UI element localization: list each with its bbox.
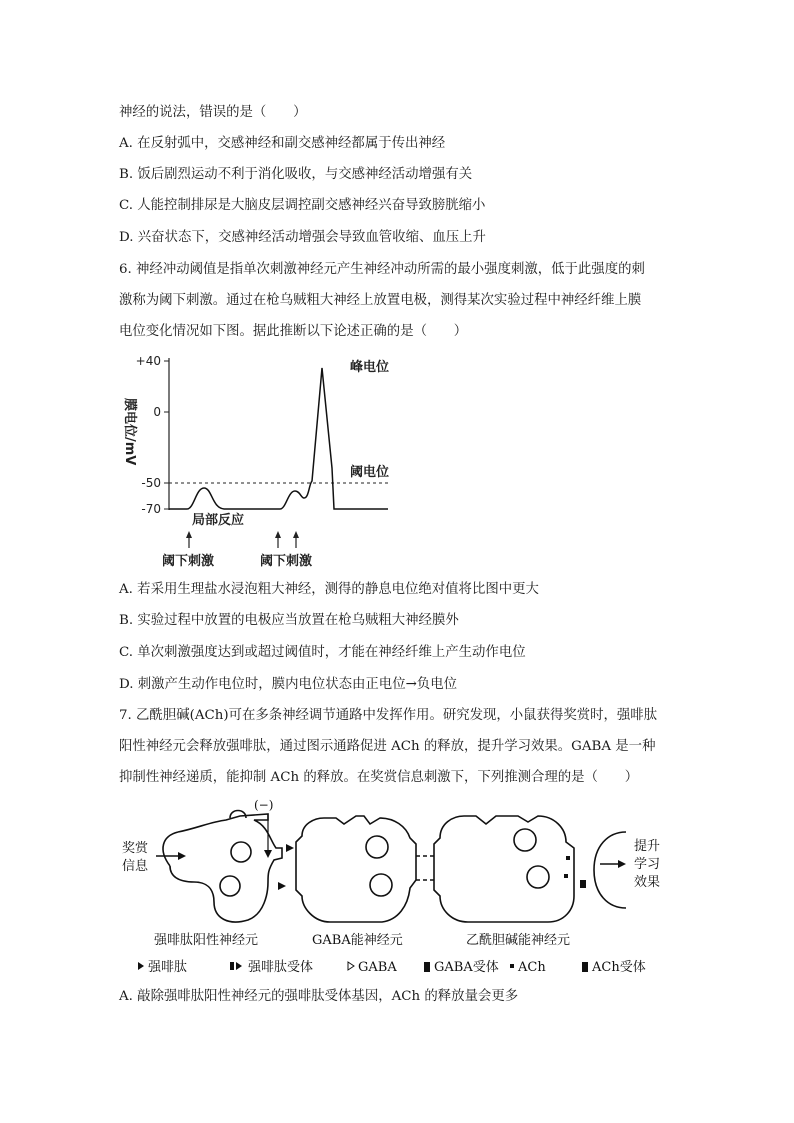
neuron-label-dynorphin: 强啡肽阳性神经元 [154, 933, 259, 948]
input-text-2: 信息 [122, 859, 149, 874]
legend-dynorphin-icon [138, 962, 144, 970]
dynorphin-neuron [170, 814, 282, 922]
inhibition-mark: (−) [254, 798, 274, 812]
membrane-potential-trace [169, 368, 388, 509]
vesicle [514, 829, 536, 851]
dynorphin-marker [278, 882, 286, 890]
membrane-potential-chart [112, 348, 412, 574]
output-arrowhead [618, 860, 626, 868]
vesicle [220, 876, 240, 896]
legend-ach-receptor-icon [582, 962, 588, 972]
q7-stem-line-3: 抑制性神经递质，能抑制 ACh 的释放。在奖赏信息刺激下，下列推测合理的是（ ） [119, 770, 639, 785]
q7-stem-line-1: 7. 乙酰胆碱(ACh)可在多条神经调节通路中发挥作用。研究发现，小鼠获得奖赏时，强啡肽 [119, 708, 658, 723]
output-text-2: 学习 [634, 857, 661, 872]
neuron-label-ach: 乙酰胆碱能神经元 [466, 933, 571, 948]
q6-stem-line-1: 6. 神经冲动阈值是指单次刺激神经元产生神经冲动所需的最小强度刺激，低于此强度的刺 [119, 262, 645, 277]
local-response-label: 局部反应 [192, 513, 245, 528]
legend-ach-receptor: ACh受体 [592, 960, 646, 975]
stimulus-label-2: 阈下刺激 [260, 554, 313, 569]
q6-stem-line-2: 激称为阈下刺激。通过在枪乌贼粗大神经上放置电极，测得某次实验过程中神经纤维上膜 [119, 293, 642, 308]
dynorphin-neuron-top [163, 832, 178, 866]
q7-option-a: A. 敲除强啡肽阳性神经元的强啡肽受体基因，ACh 的释放量会更多 [119, 989, 519, 1004]
q5-option-a: A. 在反射弧中，交感神经和副交感神经都属于传出神经 [119, 136, 446, 151]
legend-gaba-receptor: GABA受体 [434, 960, 499, 975]
y-tick-label: -70 [141, 502, 161, 516]
stimulus-arrowhead [275, 531, 281, 538]
q6-option-c: C. 单次刺激强度达到或超过阈值时，才能在神经纤维上产生动作电位 [119, 645, 526, 660]
gaba-neuron [296, 816, 416, 922]
neuron-label-gaba: GABA能神经元 [312, 933, 403, 948]
y-tick-label: 0 [153, 405, 161, 419]
input-arrowhead [178, 852, 186, 860]
ach-neuron [434, 816, 574, 922]
vesicle [527, 866, 549, 888]
stimulus-arrowhead [293, 531, 299, 538]
legend-ach: ACh [518, 960, 546, 975]
output-text-1: 提升 [634, 839, 661, 854]
vesicle [366, 836, 388, 858]
y-axis-label: 膜电位/mV [122, 398, 137, 466]
threshold-label: 阈电位 [350, 465, 390, 480]
y-tick-label: +40 [135, 354, 161, 368]
stimulus-arrowhead [186, 531, 192, 538]
q7-stem-line-2: 阳性神经元会释放强啡肽，通过图示通路促进 ACh 的释放，提升学习效果。GABA 是一种 [119, 739, 656, 754]
legend-dynorphin: 强啡肽 [148, 960, 188, 975]
inhibition-arrowhead [264, 850, 272, 858]
neural-pathway-figure [118, 796, 678, 982]
target-cell [594, 832, 626, 908]
legend-dynorphin-receptor: 强啡肽受体 [248, 960, 314, 975]
y-tick-label: -50 [141, 476, 161, 490]
legend-gaba-icon [348, 962, 354, 970]
q5-option-c: C. 人能控制排尿是大脑皮层调控副交感神经兴奋导致膀胱缩小 [119, 198, 486, 213]
ach-marker [564, 874, 568, 878]
legend-dynorphin-receptor-icon [230, 962, 242, 970]
q6-stem-line-3: 电位变化情况如下图。据此推断以下论述正确的是（ ） [119, 324, 468, 339]
output-text-3: 效果 [634, 875, 661, 890]
peak-label: 峰电位 [350, 360, 390, 375]
ach-receptor [580, 880, 586, 888]
legend-ach-icon [510, 964, 514, 968]
vesicle [231, 842, 251, 862]
ach-marker [566, 856, 570, 860]
legend-gaba-receptor-icon [424, 962, 430, 972]
dynorphin-marker [286, 844, 294, 852]
q6-option-d: D. 刺激产生动作电位时，膜内电位状态由正电位→负电位 [119, 677, 457, 692]
q5-option-b: B. 饭后剧烈运动不利于消化吸收，与交感神经活动增强有关 [119, 167, 473, 182]
q5-stem: 神经的说法，错误的是（ ） [119, 105, 307, 120]
legend-gaba: GABA [358, 960, 397, 975]
q6-option-a: A. 若采用生理盐水浸泡粗大神经，测得的静息电位绝对值将比图中更大 [119, 582, 539, 597]
stimulus-label-1: 阈下刺激 [162, 554, 215, 569]
input-text-1: 奖赏 [122, 841, 149, 856]
q5-option-d: D. 兴奋状态下，交感神经活动增强会导致血管收缩、血压上升 [119, 230, 486, 245]
q6-option-b: B. 实验过程中放置的电极应当放置在枪乌贼粗大神经膜外 [119, 613, 459, 628]
vesicle [370, 874, 392, 896]
